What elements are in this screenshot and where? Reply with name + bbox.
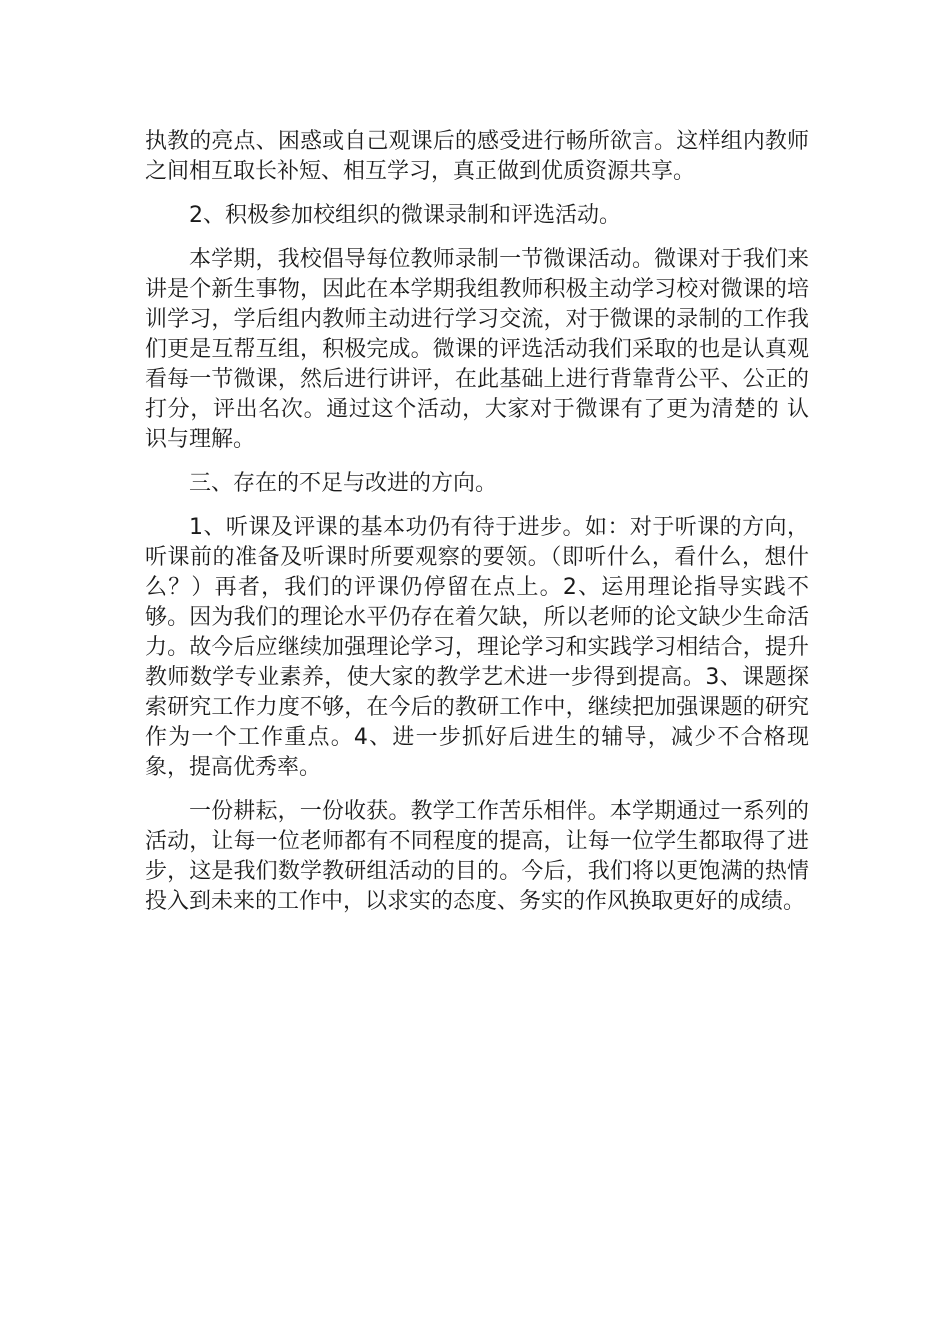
paragraph-heading-2: 2、积极参加校组织的微课录制和评选活动。: [189, 203, 621, 228]
paragraph-micro-lesson: 本学期，我校倡导每位教师录制一节微课活动。微课对于我们来讲是个新生事物，因此在本学期我组教师积极主动学习校对微课的培训学习，学后组内教师主动进行学习交流，对于微课的录制的工作我们更是互帮互组，积极完成。微课的评选活动我们采取的也是认真观看每一节微课，然后进行讲评，在此基础上进行背靠背公平、公正的打分，评出名次。通过这个活动，大家对于微课有了更为清楚的 认识与理解。: [145, 247, 809, 452]
document-page: [145, 127, 809, 931]
paragraph-continued: 执教的亮点、困惑或自己观课后的感受进行畅所欲言。这样组内教师之间相互取长补短、相互学习，真正做到优质资源共享。: [145, 129, 809, 184]
paragraph-heading-3: 三、存在的不足与改进的方向。: [189, 471, 498, 496]
paragraph-shortcomings: 1、听课及评课的基本功仍有待于进步。如：对于听课的方向，听课前的准备及听课时所要观察的要领。（即听什么，看什么，想什么？）再者，我们的评课仍停留在点上。2、运用理论指导实践不够。因为我们的理论水平仍存在着欠缺，所以老师的论文缺少生命活力。故今后应继续加强理论学习，理论学习和实践学习相结合，提升教师数学专业素养，使大家的教学艺术进一步得到提高。3、课题探索研究工作力度不够，在今后的教研工作中，继续把加强课题的研究作为一个工作重点。4、进一步抓好后进生的辅导，减少不合格现象，提高优秀率。: [145, 515, 809, 780]
paragraph-conclusion: 一份耕耘，一份收获。教学工作苦乐相伴。本学期通过一系列的活动，让每一位老师都有不同程度的提高，让每一位学生都取得了进步，这是我们数学教研组活动的目的。今后，我们将以更饱满的热情投入到未来的工作中，以求实的态度、务实的作风换取更好的成绩。: [145, 799, 809, 914]
